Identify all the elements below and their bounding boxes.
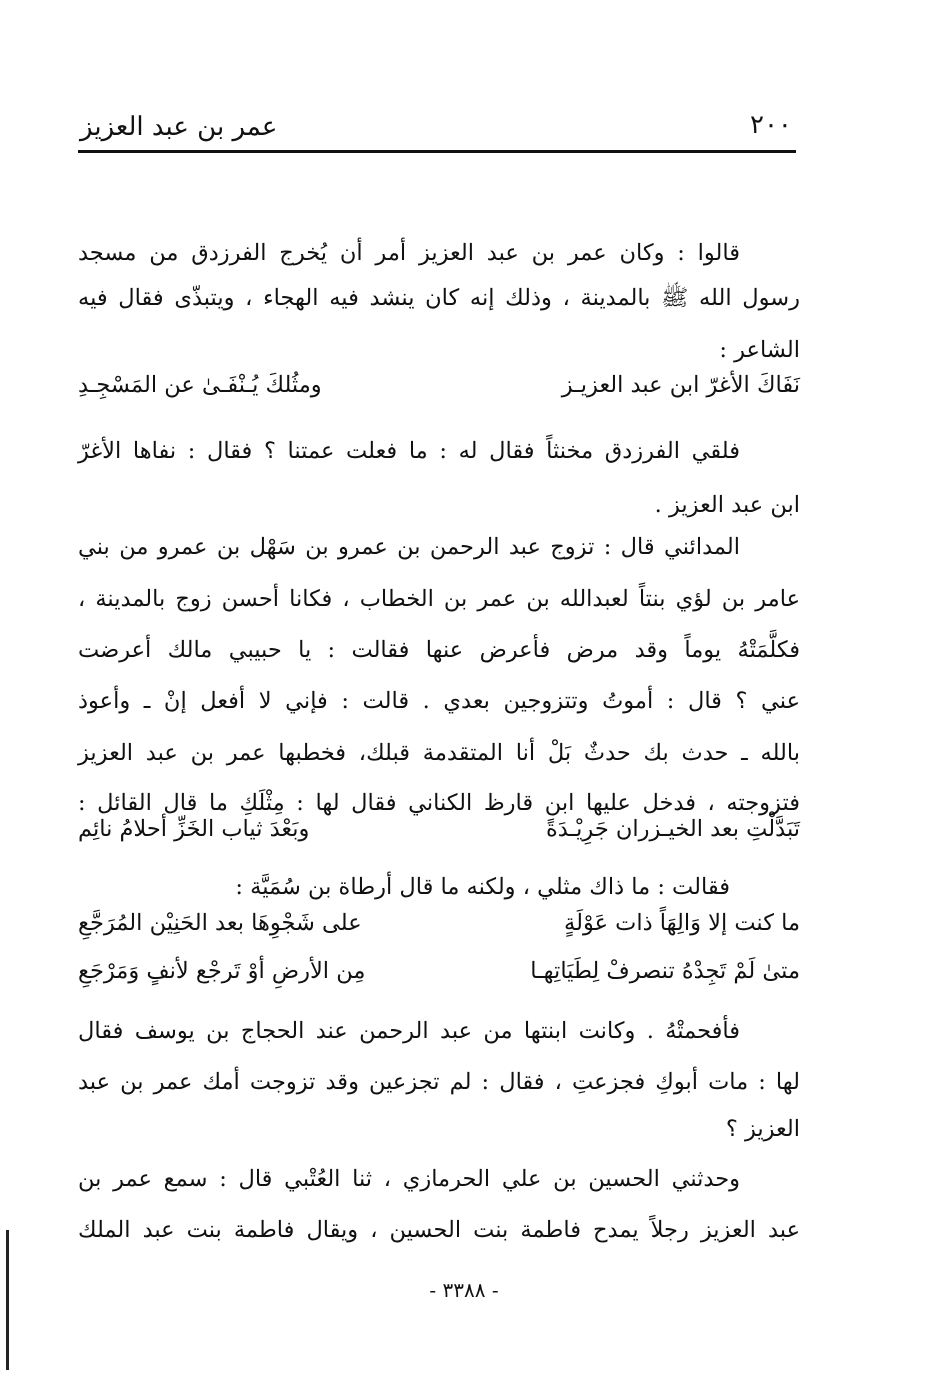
footer-folio: - ٣٣٨٨ - — [429, 1278, 499, 1302]
text-line: فقالت : ما ذاك مثلي ، ولكنه ما قال أرطاة بن سُمَيَّة : — [235, 874, 730, 900]
verse-first-hemistich: ما كنت إلا وَالِهَاً ذات عَوْلَةٍ — [564, 910, 800, 936]
text-line: عامر بن لؤي بنتاً لعبدالله بن عمر بن الخطاب ، فكانا أحسن زوج بالمدينة ، — [78, 586, 800, 612]
text-line: بالله ـ حدث بك حدثٌ بَلْ أنا المتقدمة قبلك، فخطبها عمر بن عبد العزيز — [78, 740, 800, 766]
verse-first-hemistich: متىٰ لَمْ تَجِدْهُ تنصرفْ لِطَيَاتِهـا — [530, 958, 800, 984]
text-line: فلقي الفرزدق مخنثاً فقال له : ما فعلت عمتنا ؟ فقال : نفاها الأغرّ — [78, 438, 740, 464]
verse-second-hemistich: مِن الأرضِ أوْ تَرجْع لأنفٍ وَمَرْجَعِ — [78, 958, 366, 984]
text-line: العزيز ؟ — [725, 1116, 800, 1142]
text-line: ابن عبد العزيز . — [654, 492, 800, 518]
text-line: فتزوجته ، فدخل عليها ابن قارظ الكناني فقال لها : مِثْلَكِ ما قال القائل : — [78, 790, 800, 816]
verse-second-hemistich: على شَجْوِهَا بعد الحَنِيْن المُرَجَّعِ — [78, 910, 362, 936]
text-line: عبد العزيز رجلاً يمدح فاطمة بنت الحسين ، ويقال فاطمة بنت عبد الملك — [78, 1217, 800, 1243]
verse-first-hemistich: نَفَاكَ الأغرّ ابن عبد العزيـز — [561, 372, 800, 398]
text-line: لها : مات أبوكِ فجزعتِ ، فقال : لم تجزعين وقد تزوجت أمك عمر بن عبد — [78, 1069, 800, 1095]
text-line: المدائني قال : تزوج عبد الرحمن بن عمرو بن سَهْل بن عمرو من بني — [78, 534, 740, 560]
text-line: فأفحمتْهُ . وكانت ابنتها من عبد الرحمن عند الحجاج بن يوسف فقال — [78, 1018, 740, 1044]
verse-second-hemistich: وبَعْدَ ثياب الخَزِّ أحلامُ نائِم — [78, 816, 310, 842]
running-title: عمر بن عبد العزيز — [80, 112, 278, 142]
verse-second-hemistich: ومثُلكَ يُـنْفَـىٰ عن المَسْجِـدِ — [78, 372, 322, 398]
text-line: رسول الله ﷺ بالمدينة ، وذلك إنه كان ينشد فيه الهجاء ، ويتبذّى فقال فيه — [78, 285, 800, 311]
text-line: الشاعر : — [719, 337, 800, 363]
text-line: وحدثني الحسين بن علي الحرمازي ، ثنا العُتْبي قال : سمع عمر بن — [78, 1166, 740, 1192]
header-rule — [78, 150, 796, 153]
text-line: قالوا : وكان عمر بن عبد العزيز أمر أن يُخرج الفرزدق من مسجد — [78, 240, 740, 266]
verse-first-hemistich: تَبَدَّلْتِ بعد الخيـزران جَرِيْـدَةً — [545, 816, 800, 842]
verse-line — [78, 910, 800, 964]
text-line: فكلَّمَتْهُ يوماً وقد مرض فأعرض عنها فقالت : يا حبيبي مالك أعرضت — [78, 637, 800, 663]
text-line: عني ؟ قال : أموتُ وتتزوجين بعدي . قالت : فإني لا أفعل إنْ ـ وأعوذ — [78, 688, 800, 714]
verse-line — [78, 372, 800, 426]
page-number: ٢٠٠ — [750, 110, 792, 140]
scan-edge-mark — [6, 1230, 9, 1370]
